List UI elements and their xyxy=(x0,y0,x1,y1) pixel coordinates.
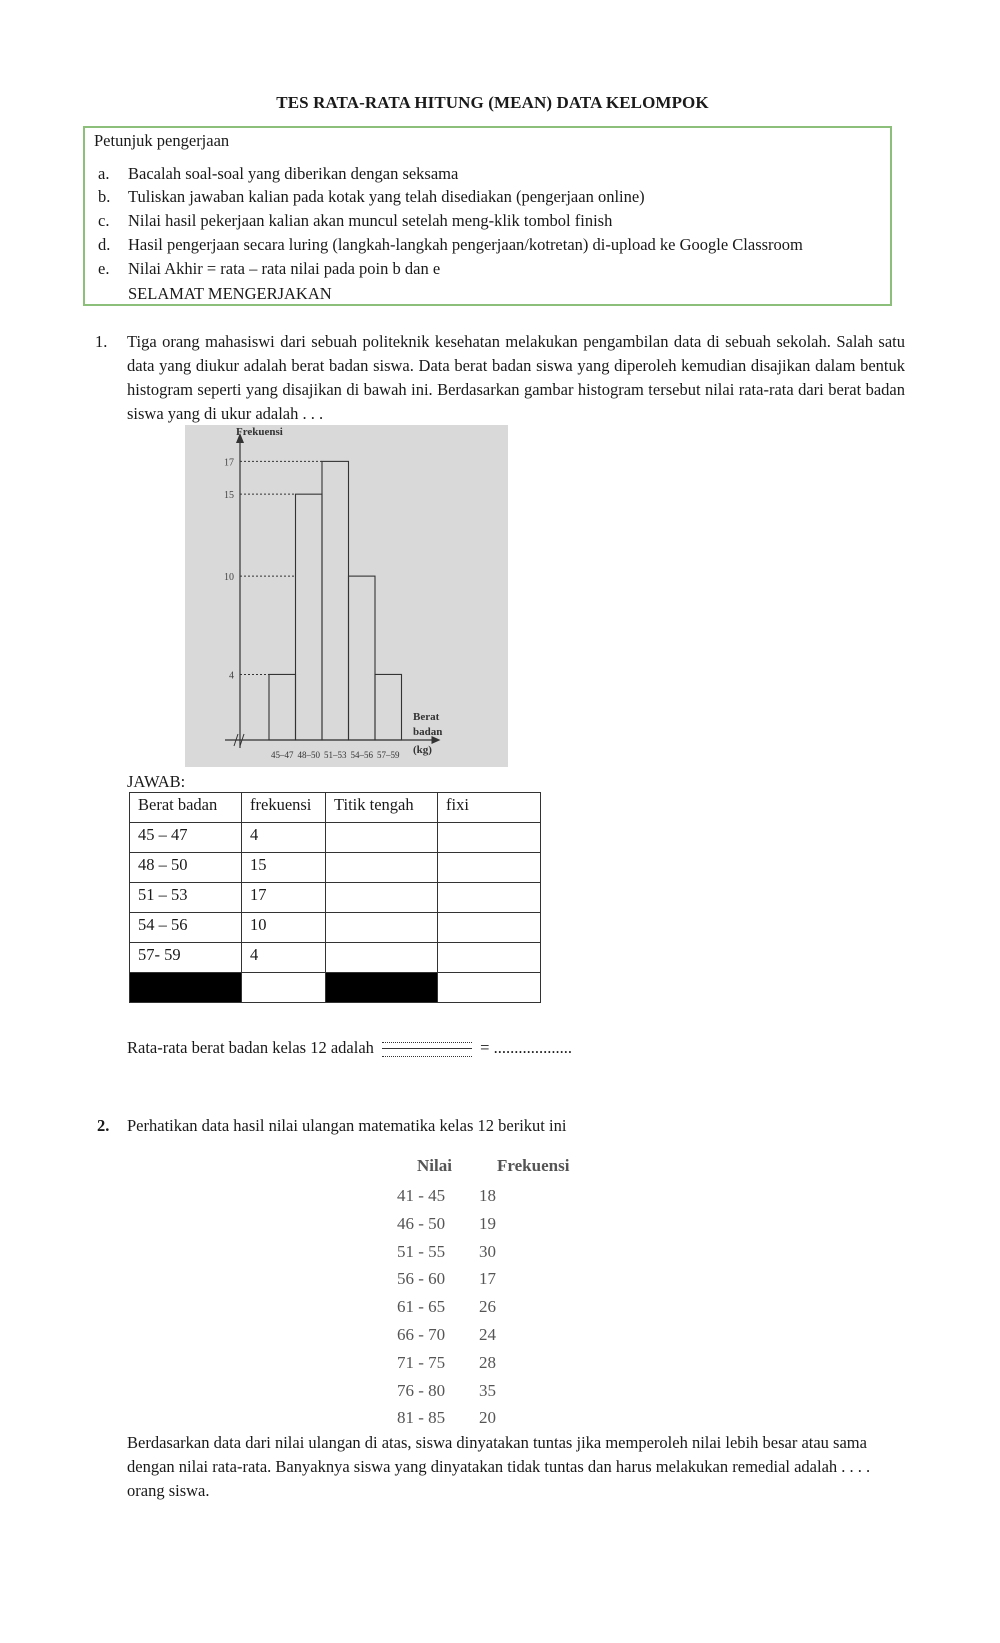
instruction-item xyxy=(98,235,803,255)
x-axis-label: (kg) xyxy=(413,744,432,756)
y-tick-label: 4 xyxy=(229,670,234,682)
table-input-cell[interactable] xyxy=(326,823,438,853)
fraction-blank[interactable] xyxy=(382,1038,472,1060)
mean-formula-line xyxy=(127,1038,572,1060)
question-2-number: 2. xyxy=(97,1116,110,1135)
table-input-cell[interactable] xyxy=(438,883,541,913)
instruction-text: Hasil pengerjaan secara luring (langkah-langkah pengerjaan/kotretan) di-upload ke Google Classroom xyxy=(128,235,803,254)
denominator-dots xyxy=(382,1056,472,1057)
instructions-box xyxy=(83,126,892,306)
frequency-table-count: 19 xyxy=(479,1213,496,1233)
frequency-table-header-frekuensi: Frekuensi xyxy=(497,1156,570,1175)
table-header-row xyxy=(130,793,541,823)
frequency-table-range: 71 - 75 xyxy=(397,1352,446,1372)
table-header: fixi xyxy=(438,793,541,823)
table-header: Berat badan xyxy=(130,793,242,823)
table-cell: 54 – 56 xyxy=(130,913,242,943)
x-axis-label: badan xyxy=(413,726,443,738)
histogram-bar xyxy=(269,674,296,740)
table-row xyxy=(130,853,541,883)
instruction-item xyxy=(98,211,612,231)
total-fixi-input[interactable] xyxy=(438,973,541,1003)
instruction-marker: c. xyxy=(98,211,110,230)
table-cell: 17 xyxy=(242,883,326,913)
y-tick-label: 15 xyxy=(224,490,234,502)
table-cell: 4 xyxy=(242,823,326,853)
frequency-table-range: 56 - 60 xyxy=(397,1269,446,1289)
total-frequency-input[interactable] xyxy=(242,973,326,1003)
instruction-text: Nilai hasil pekerjaan kalian akan muncul setelah meng-klik tombol finish xyxy=(128,211,613,230)
question-2-body: Berdasarkan data dari nilai ulangan di atas, siswa dinyatakan tuntas jika memperoleh nilai lebih besar atau sama dengan nilai rata-rata. Banyaknya siswa yang dinyatakan tidak tuntas dan harus melakukan remedial adalah . . . . orang siswa. xyxy=(127,1433,871,1500)
frequency-table-header-nilai: Nilai xyxy=(417,1156,452,1175)
x-tick-label: 48–50 xyxy=(297,750,320,760)
table-input-cell[interactable] xyxy=(438,913,541,943)
frequency-table-range: 46 - 50 xyxy=(397,1213,446,1233)
table-input-cell[interactable] xyxy=(438,853,541,883)
table-cell: 48 – 50 xyxy=(130,853,242,883)
frequency-table-count: 28 xyxy=(479,1352,496,1372)
table-cell: 15 xyxy=(242,853,326,883)
histogram-bar xyxy=(322,461,349,740)
table-row xyxy=(130,823,541,853)
instructions-heading: Petunjuk pengerjaan xyxy=(94,131,230,150)
table-row xyxy=(130,883,541,913)
frequency-table-range: 51 - 55 xyxy=(397,1241,446,1261)
instruction-text: Nilai Akhir = rata – rata nilai pada poin b dan e xyxy=(128,259,441,278)
page-title: TES RATA-RATA HITUNG (MEAN) DATA KELOMPOK xyxy=(276,93,709,112)
frequency-table-count: 26 xyxy=(479,1297,496,1317)
histogram-bar xyxy=(375,674,402,740)
frequency-table-range: 61 - 65 xyxy=(397,1297,446,1317)
histogram-svg xyxy=(185,425,508,767)
question-1 xyxy=(95,330,905,426)
question-number: 1. xyxy=(95,332,108,351)
instruction-item xyxy=(98,187,645,207)
y-axis-label: Frekuensi xyxy=(236,426,283,438)
table-input-cell[interactable] xyxy=(326,883,438,913)
table-cell: 45 – 47 xyxy=(130,823,242,853)
fraction-bar xyxy=(382,1048,472,1049)
table-cell: 57- 59 xyxy=(130,943,242,973)
y-tick-label: 17 xyxy=(224,457,234,469)
blacked-out-cell xyxy=(326,973,438,1003)
x-tick-label: 54–56 xyxy=(350,750,373,760)
frequency-table-range: 41 - 45 xyxy=(397,1186,446,1205)
instruction-marker: b. xyxy=(98,187,111,206)
question-2-text: Perhatikan data hasil nilai ulangan matematika kelas 12 berikut ini xyxy=(127,1116,567,1135)
frequency-table-count: 20 xyxy=(479,1408,496,1428)
mean-prefix: Rata-rata berat badan kelas 12 adalah xyxy=(127,1038,374,1057)
answer-table xyxy=(129,792,541,1003)
frequency-table-range: 76 - 80 xyxy=(397,1380,446,1400)
table-input-cell[interactable] xyxy=(326,913,438,943)
table-header: Titik tengah xyxy=(326,793,438,823)
instruction-marker: a. xyxy=(98,164,110,183)
instruction-item xyxy=(98,164,458,184)
table-row xyxy=(130,913,541,943)
instruction-item xyxy=(98,259,440,279)
x-axis-label: Berat xyxy=(413,711,440,723)
table-input-cell[interactable] xyxy=(326,853,438,883)
frequency-table-range: 81 - 85 xyxy=(397,1408,446,1428)
table-input-cell[interactable] xyxy=(438,943,541,973)
table-total-row xyxy=(130,973,541,1003)
table-header: frekuensi xyxy=(242,793,326,823)
instruction-text: Tuliskan jawaban kalian pada kotak yang telah disediakan (pengerjaan online) xyxy=(128,187,645,206)
x-tick-label: 51–53 xyxy=(324,750,347,760)
table-cell: 51 – 53 xyxy=(130,883,242,913)
frequency-table-count: 35 xyxy=(479,1380,496,1400)
frequency-table-count: 17 xyxy=(479,1269,496,1289)
y-tick-label: 10 xyxy=(224,572,234,584)
table-cell: 10 xyxy=(242,913,326,943)
frequency-table-range: 66 - 70 xyxy=(397,1325,446,1344)
instructions-closing: SELAMAT MENGERJAKAN xyxy=(128,284,332,303)
instruction-marker: e. xyxy=(98,259,110,278)
frequency-table-count: 18 xyxy=(479,1186,496,1205)
table-cell: 4 xyxy=(242,943,326,973)
table-input-cell[interactable] xyxy=(438,823,541,853)
question-text: Tiga orang mahasiswi dari sebuah politeknik kesehatan melakukan pengambilan data di sebuah sekolah. Salah satu data yang diukur adalah berat badan siswa. Data berat badan siswa yang diperoleh kemudian disajikan dalam bentuk histogram seperti yang disajikan di bawah ini. Berdasarkan gambar histogram tersebut nilai rata-rata dari berat badan siswa yang di ukur adalah . . . xyxy=(127,332,905,423)
answer-label: JAWAB: xyxy=(127,772,186,791)
table-input-cell[interactable] xyxy=(326,943,438,973)
frequency-table-count: 30 xyxy=(479,1241,496,1261)
instruction-marker: d. xyxy=(98,235,111,254)
histogram-bar xyxy=(349,576,376,740)
histogram-chart xyxy=(185,425,508,767)
table-row xyxy=(130,943,541,973)
numerator-dots xyxy=(382,1042,472,1043)
blacked-out-cell xyxy=(130,973,242,1003)
x-tick-label: 45–47 xyxy=(271,750,294,760)
x-tick-label: 57–59 xyxy=(377,750,400,760)
mean-suffix[interactable]: = ................... xyxy=(480,1038,572,1057)
histogram-bar xyxy=(296,494,323,740)
frequency-table-count: 24 xyxy=(479,1325,496,1344)
instruction-text: Bacalah soal-soal yang diberikan dengan seksama xyxy=(128,164,459,183)
